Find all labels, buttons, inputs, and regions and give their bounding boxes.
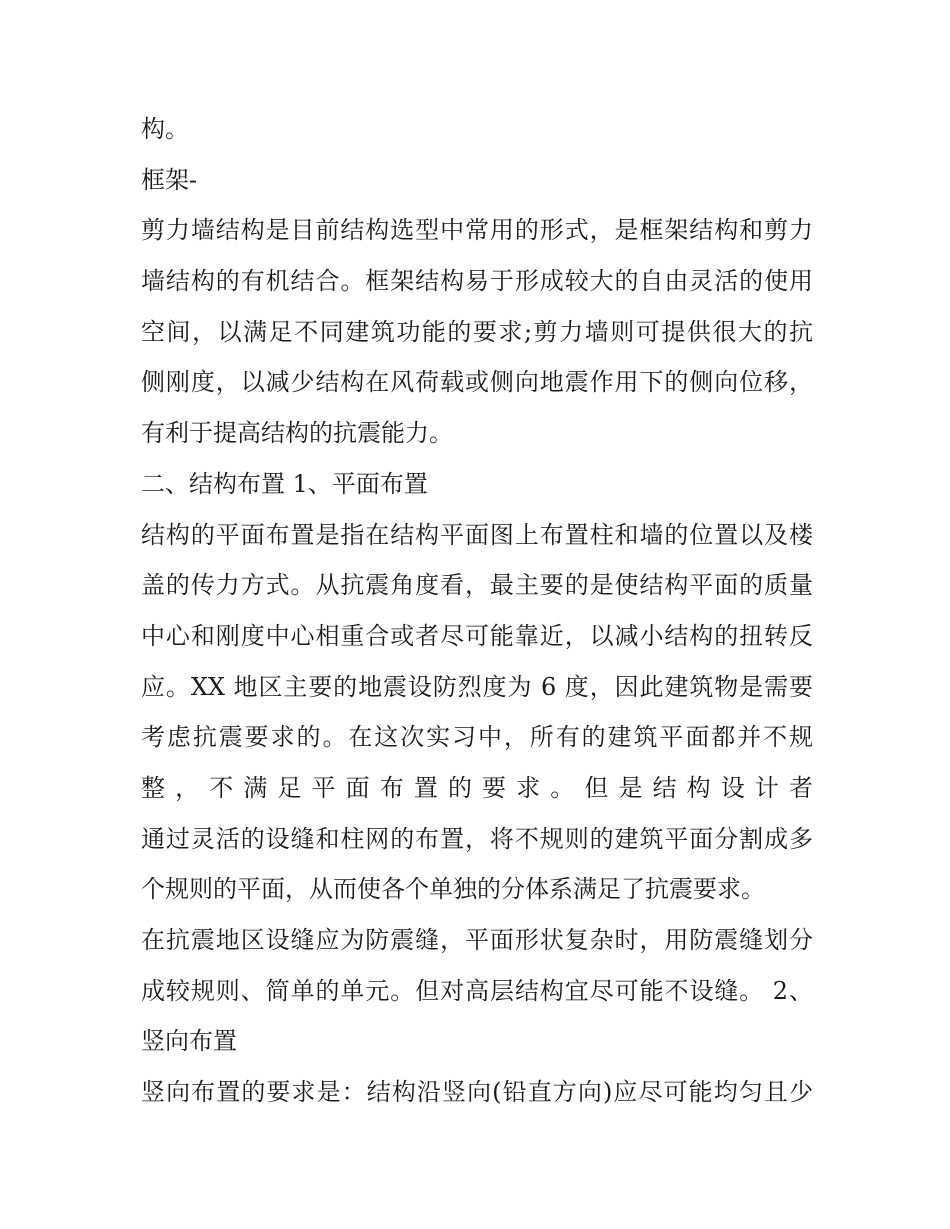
text-line: 竖向布置的要求是：结构沿竖向(铅直方向)应尽可能均匀且少 — [141, 1078, 813, 1107]
text-line: 墙结构的有机结合。框架结构易于形成较大的自由灵活的使用 — [141, 267, 813, 296]
text-line: 应。XX 地区主要的地震设防烈度为 6 度，因此建筑物是需要 — [141, 672, 813, 701]
section-heading: 竖向布置 — [141, 1027, 237, 1056]
text-line: 剪力墙结构是目前结构选型中常用的形式，是框架结构和剪力 — [141, 216, 813, 245]
text-line: 通过灵活的设缝和柱网的布置，将不规则的建筑平面分割成多 — [141, 824, 813, 853]
text-line: 整，不满足平面布置的要求。但是结构设计者 — [141, 773, 813, 802]
text-line: 构。 — [141, 115, 189, 143]
text-line: 在抗震地区设缝应为防震缝，平面形状复杂时，用防震缝划分 — [141, 926, 813, 954]
text-line: 中心和刚度中心相重合或者尽可能靠近，以减小结构的扭转反 — [141, 621, 813, 650]
text-line: 有利于提高结构的抗震能力。 — [141, 419, 453, 448]
text-line: 盖的传力方式。从抗震角度看，最主要的是使结构平面的质量 — [141, 571, 813, 600]
text-line: 成较规则、简单的单元。但对高层结构宜尽可能不设缝。 2、 — [141, 976, 813, 1005]
text-line: 结构的平面布置是指在结构平面图上布置柱和墙的位置以及楼 — [141, 520, 813, 549]
section-heading: 二、结构布置 1、平面布置 — [141, 469, 428, 498]
text-line: 个规则的平面，从而使各个单独的分体系满足了抗震要求。 — [141, 875, 765, 904]
text-line: 空间，以满足不同建筑功能的要求;剪力墙则可提供很大的抗 — [141, 317, 813, 346]
text-line: 考虑抗震要求的。在这次实习中，所有的建筑平面都并不规 — [141, 723, 813, 752]
text-line: 框架- — [141, 165, 198, 194]
document-body — [141, 104, 813, 1118]
text-line: 侧刚度，以减少结构在风荷载或侧向地震作用下的侧向位移， — [141, 368, 813, 397]
